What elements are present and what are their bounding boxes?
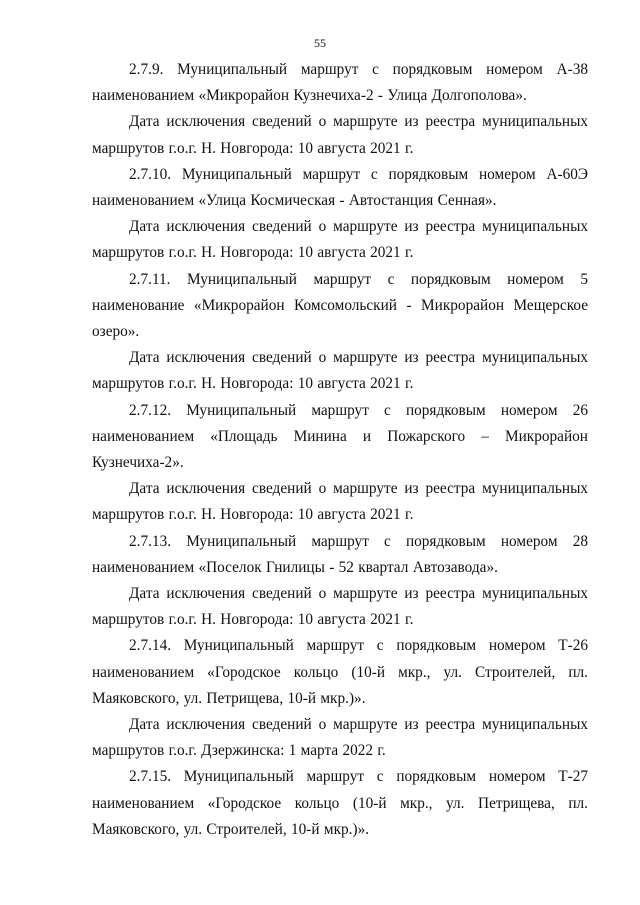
exclusion-date-2-7-10: Дата исключения сведений о маршруте из реестра муниципальных маршрутов г.о.г. Н. Новгорода: 10 августа 2021 г.: [92, 218, 588, 262]
route-entry-2-7-15: 2.7.15. Муниципальный маршрут с порядковым номером Т-27 наименованием «Городское кольцо (10-й мкр., ул. Петрищева, пл. Маяковского, ул. Строителей, 10-й мкр.)».: [92, 768, 588, 838]
page-number: 55: [314, 36, 326, 50]
route-entry-2-7-11: 2.7.11. Муниципальный маршрут с порядковым номером 5 наименование «Микрорайон Комсомольский - Микрорайон Мещерское озеро».: [92, 270, 588, 341]
route-entry-2-7-9: 2.7.9. Муниципальный маршрут с порядковым номером А-38 наименованием «Микрорайон Кузнечиха-2 - Улица Долгополова».: [92, 61, 588, 105]
route-entry-2-7-13: 2.7.13. Муниципальный маршрут с порядковым номером 28 наименованием «Поселок Гнилицы - 52 квартал Автозавода».: [92, 532, 588, 576]
exclusion-date-2-7-13: Дата исключения сведений о маршруте из реестра муниципальных маршрутов г.о.г. Н. Новгорода: 10 августа 2021 г.: [92, 585, 588, 629]
exclusion-date-2-7-9: Дата исключения сведений о маршруте из реестра муниципальных маршрутов г.о.г. Н. Новгорода: 10 августа 2021 г.: [92, 113, 588, 157]
route-entry-2-7-12: 2.7.12. Муниципальный маршрут с порядковым номером 26 наименованием «Площадь Минина и Пожарского – Микрорайон Кузнечиха-2».: [92, 401, 588, 472]
route-entry-2-7-14: 2.7.14. Муниципальный маршрут с порядковым номером Т-26 наименованием «Городское кольцо (10-й мкр., ул. Строителей, пл. Маяковского, ул. Петрищева, 10-й мкр.)».: [92, 637, 588, 707]
exclusion-date-2-7-12: Дата исключения сведений о маршруте из реестра муниципальных маршрутов г.о.г. Н. Новгорода: 10 августа 2021 г.: [92, 480, 588, 524]
document-body: [92, 57, 588, 843]
exclusion-date-2-7-14: Дата исключения сведений о маршруте из реестра муниципальных маршрутов г.о.г. Дзержинска: 1 марта 2022 г.: [92, 716, 588, 760]
route-entry-2-7-10: 2.7.10. Муниципальный маршрут с порядковым номером А-60Э наименованием «Улица Космическая - Автостанция Сенная».: [92, 165, 588, 210]
exclusion-date-2-7-11: Дата исключения сведений о маршруте из реестра муниципальных маршрутов г.о.г. Н. Новгорода: 10 августа 2021 г.: [92, 349, 588, 393]
